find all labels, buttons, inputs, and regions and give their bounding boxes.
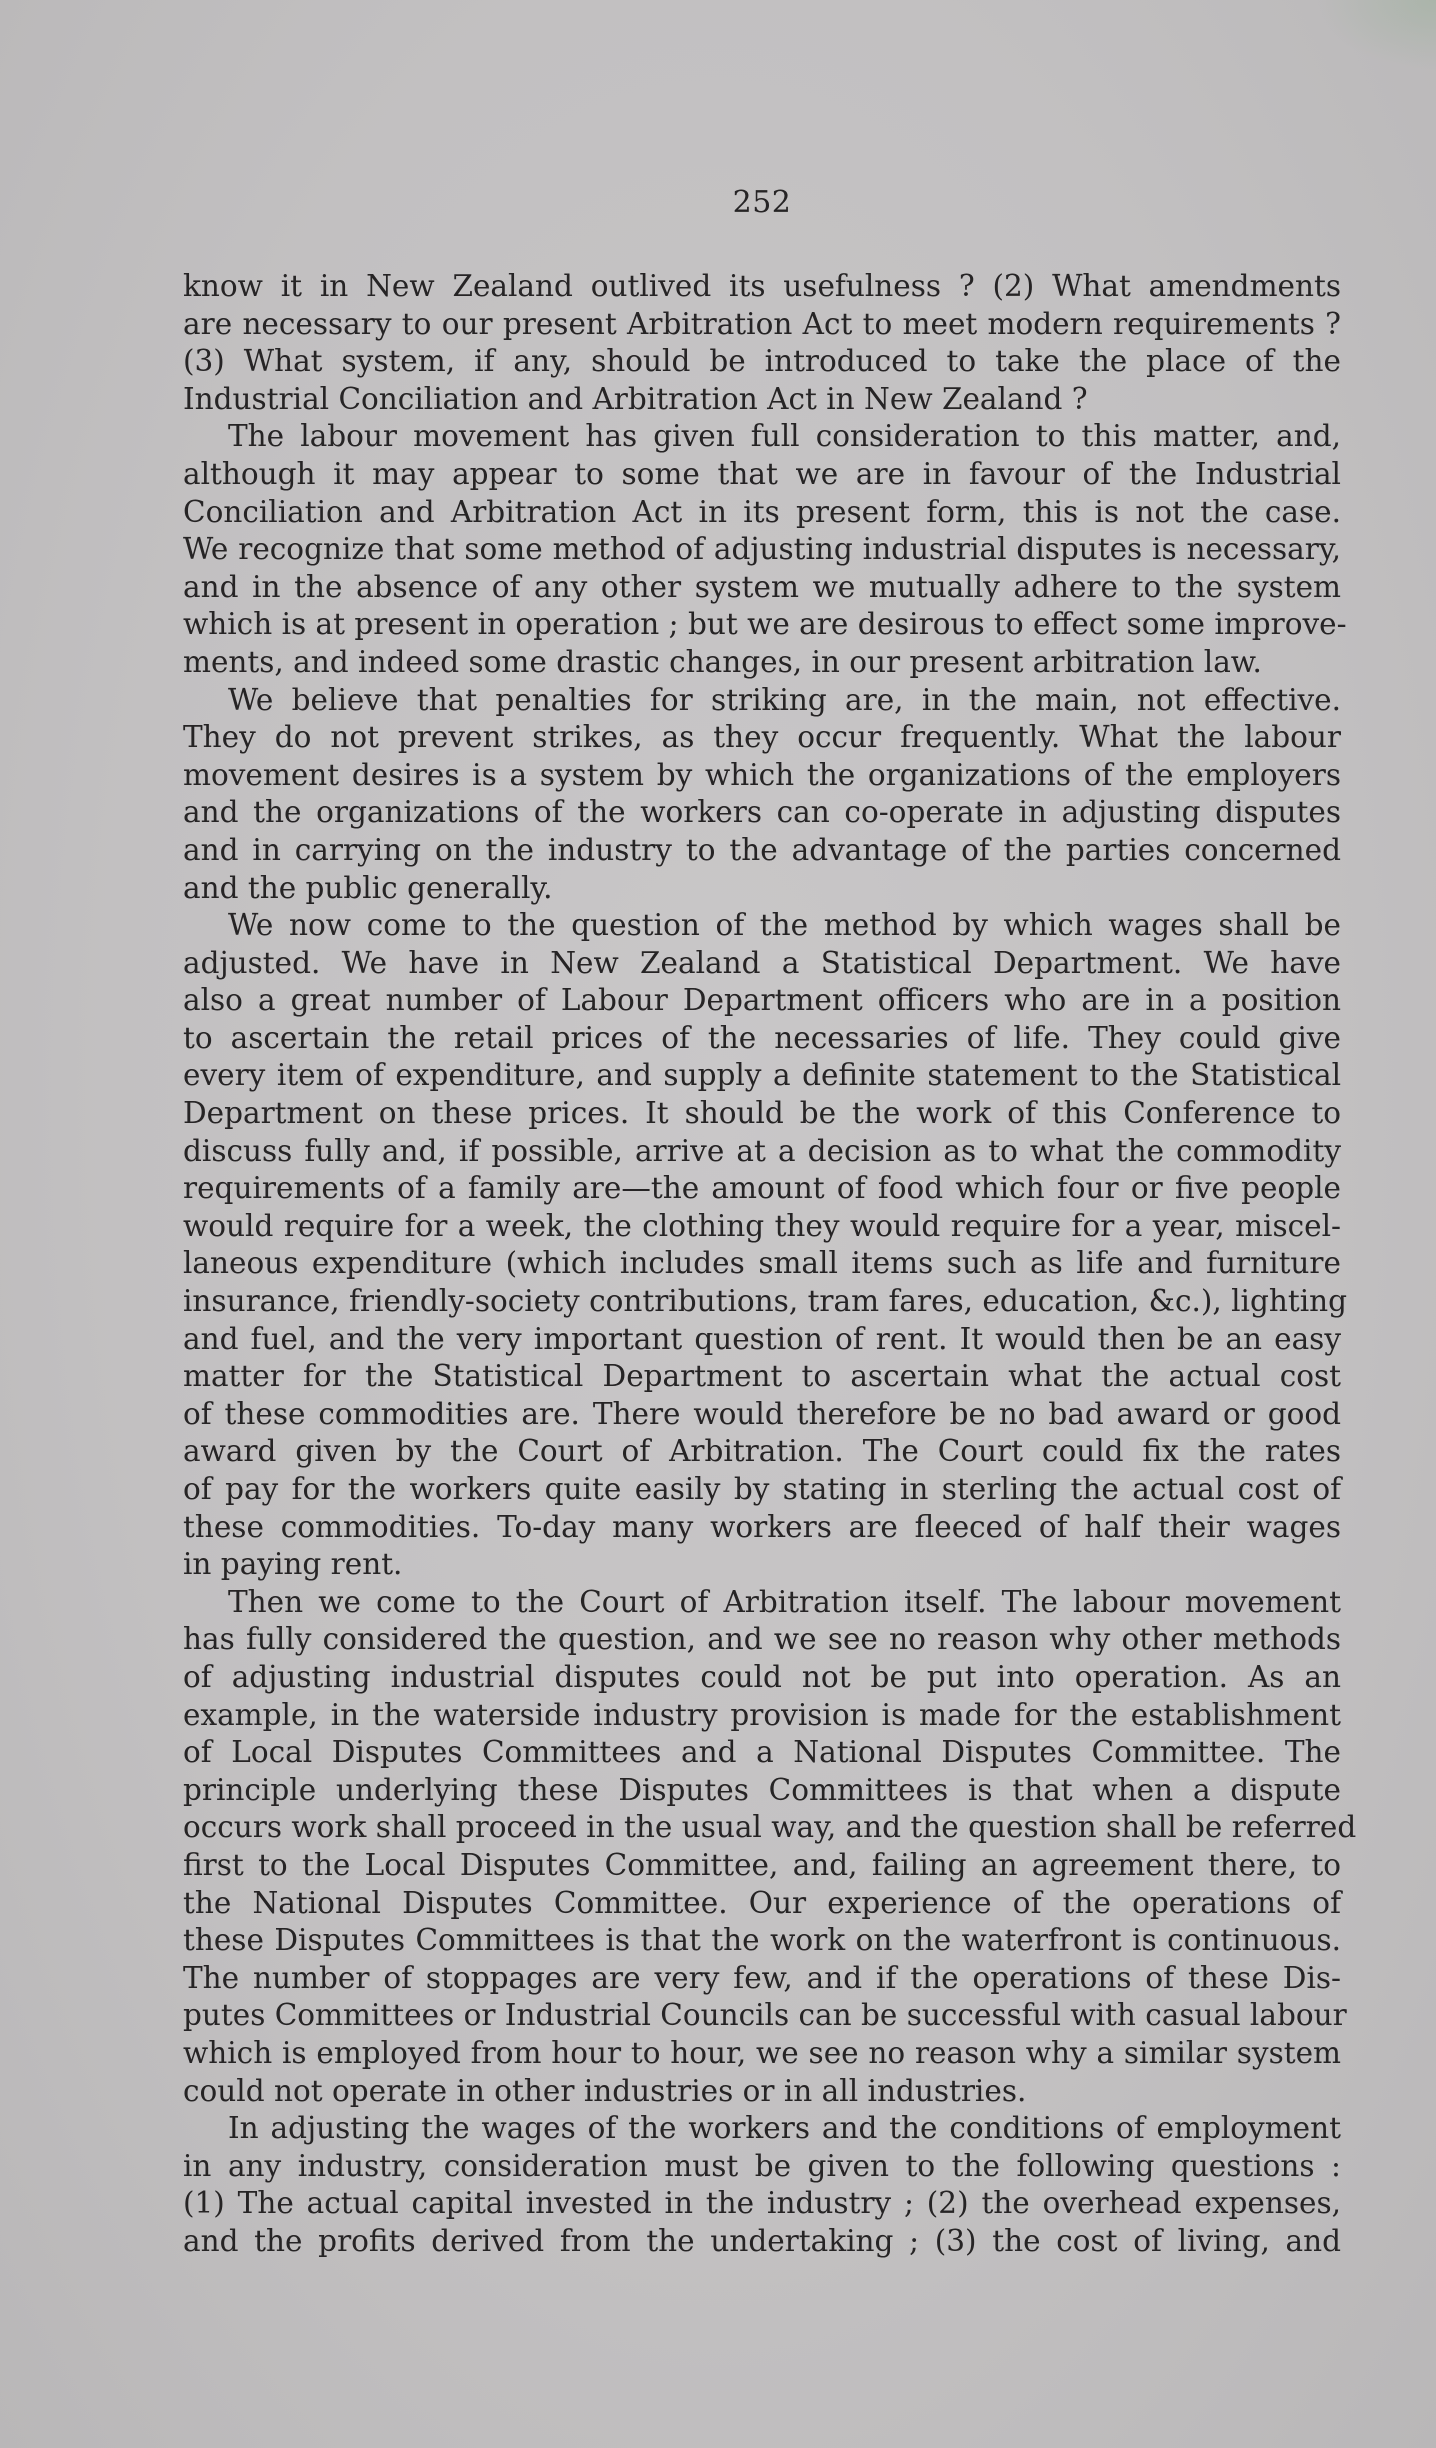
text-line: We now come to the question of the method by which wages shall be <box>228 908 1341 943</box>
text-line: which is at present in operation ; but we are desirous to effect some improve- <box>183 607 1347 642</box>
text-line: putes Committees or Industrial Councils can be successful with casual labour <box>183 1998 1347 2033</box>
text-line: requirements of a family are—the amount of food which four or five people <box>183 1171 1341 1206</box>
text-line: these commodities. To-day many workers are fleeced of half their wages <box>183 1509 1341 1544</box>
text-line: of Local Disputes Committees and a National Disputes Committee. The <box>183 1735 1341 1770</box>
text-line: Industrial Conciliation and Arbitration Act in New Zealand ? <box>183 381 1088 416</box>
text-line: although it may appear to some that we are in favour of the Industrial <box>183 456 1341 491</box>
text-line: the National Disputes Committee. Our experience of the operations of <box>183 1885 1341 1920</box>
text-line: and fuel, and the very important question of rent. It would then be an easy <box>183 1321 1341 1356</box>
text-line: In adjusting the wages of the workers and the conditions of employment <box>228 2111 1341 2146</box>
text-line: Conciliation and Arbitration Act in its present form, this is not the case. <box>183 494 1341 529</box>
text-line: The number of stoppages are very few, and if the operations of these Dis- <box>183 1960 1341 1995</box>
text-line: adjusted. We have in New Zealand a Statistical Department. We have <box>183 945 1341 980</box>
text-line: Department on these prices. It should be the work of this Conference to <box>183 1096 1341 1131</box>
text-line: and in the absence of any other system we mutually adhere to the system <box>183 569 1341 604</box>
text-line: in paying rent. <box>183 1547 403 1582</box>
text-line: would require for a week, the clothing they would require for a year, miscel- <box>183 1208 1341 1243</box>
text-line: and the profits derived from the undertaking ; (3) the cost of living, and <box>183 2223 1341 2258</box>
text-line: are necessary to our present Arbitration Act to meet modern requirements ? <box>183 306 1341 341</box>
text-line: principle underlying these Disputes Committees is that when a dispute <box>183 1772 1341 1807</box>
text-line: movement desires is a system by which the organizations of the employers <box>183 757 1341 792</box>
text-line: (3) What system, if any, should be introduced to take the place of the <box>183 344 1341 379</box>
text-line: matter for the Statistical Department to ascertain what the actual cost <box>183 1359 1341 1394</box>
text-line: ments, and indeed some drastic changes, in our present arbitration law. <box>183 644 1262 679</box>
text-line: We recognize that some method of adjusting industrial disputes is necessary, <box>183 532 1341 567</box>
text-line: insurance, friendly-society contributions, tram fares, education, &c.), lighting <box>183 1284 1348 1319</box>
text-line: in any industry, consideration must be given to the following questions : <box>183 2148 1341 2183</box>
text-line: They do not prevent strikes, as they occur frequently. What the labour <box>183 720 1341 755</box>
text-line: laneous expenditure (which includes small items such as life and furniture <box>183 1246 1341 1281</box>
text-line: Then we come to the Court of Arbitration itself. The labour movement <box>228 1584 1341 1619</box>
text-line: every item of expenditure, and supply a definite statement to the Statistical <box>183 1058 1341 1093</box>
text-line: and in carrying on the industry to the advantage of the parties concerned <box>183 832 1341 867</box>
text-line: these Disputes Committees is that the work on the waterfront is continuous. <box>183 1923 1341 1958</box>
text-line: occurs work shall proceed in the usual way, and the question shall be referred <box>183 1810 1357 1845</box>
text-line: know it in New Zealand outlived its usefulness ? (2) What amendments <box>183 269 1341 303</box>
text-line: also a great number of Labour Department officers who are in a position <box>183 983 1341 1018</box>
text-line: and the organizations of the workers can co-operate in adjusting disputes <box>183 795 1341 830</box>
text-line: (1) The actual capital invested in the industry ; (2) the overhead expenses, <box>183 2186 1341 2221</box>
page-number: 252 <box>732 185 792 220</box>
text-line: discuss fully and, if possible, arrive at a decision as to what the commodity <box>183 1133 1341 1168</box>
text-line: has fully considered the question, and we see no reason why other methods <box>183 1622 1341 1657</box>
body-text <box>183 268 1357 2260</box>
text-line: We believe that penalties for striking are, in the main, not effective. <box>228 682 1341 717</box>
text-line: award given by the Court of Arbitration. The Court could fix the rates <box>183 1434 1341 1469</box>
text-line: of pay for the workers quite easily by stating in sterling the actual cost of <box>183 1472 1341 1506</box>
text-line: of adjusting industrial disputes could not be put into operation. As an <box>183 1659 1341 1694</box>
text-line: of these commodities are. There would therefore be no bad award or good <box>183 1396 1341 1431</box>
text-line: to ascertain the retail prices of the necessaries of life. They could give <box>183 1020 1341 1055</box>
text-line: which is employed from hour to hour, we see no reason why a similar system <box>183 2035 1341 2070</box>
text-line: first to the Local Disputes Committee, and, failing an agreement there, to <box>183 1847 1341 1882</box>
scan-stain <box>1316 0 1436 70</box>
text-line: example, in the waterside industry provision is made for the establishment <box>183 1697 1341 1732</box>
text-line: and the public generally. <box>183 870 553 905</box>
text-line: could not operate in other industries or in all industries. <box>183 2073 1027 2108</box>
text-line: The labour movement has given full consideration to this matter, and, <box>228 419 1341 454</box>
